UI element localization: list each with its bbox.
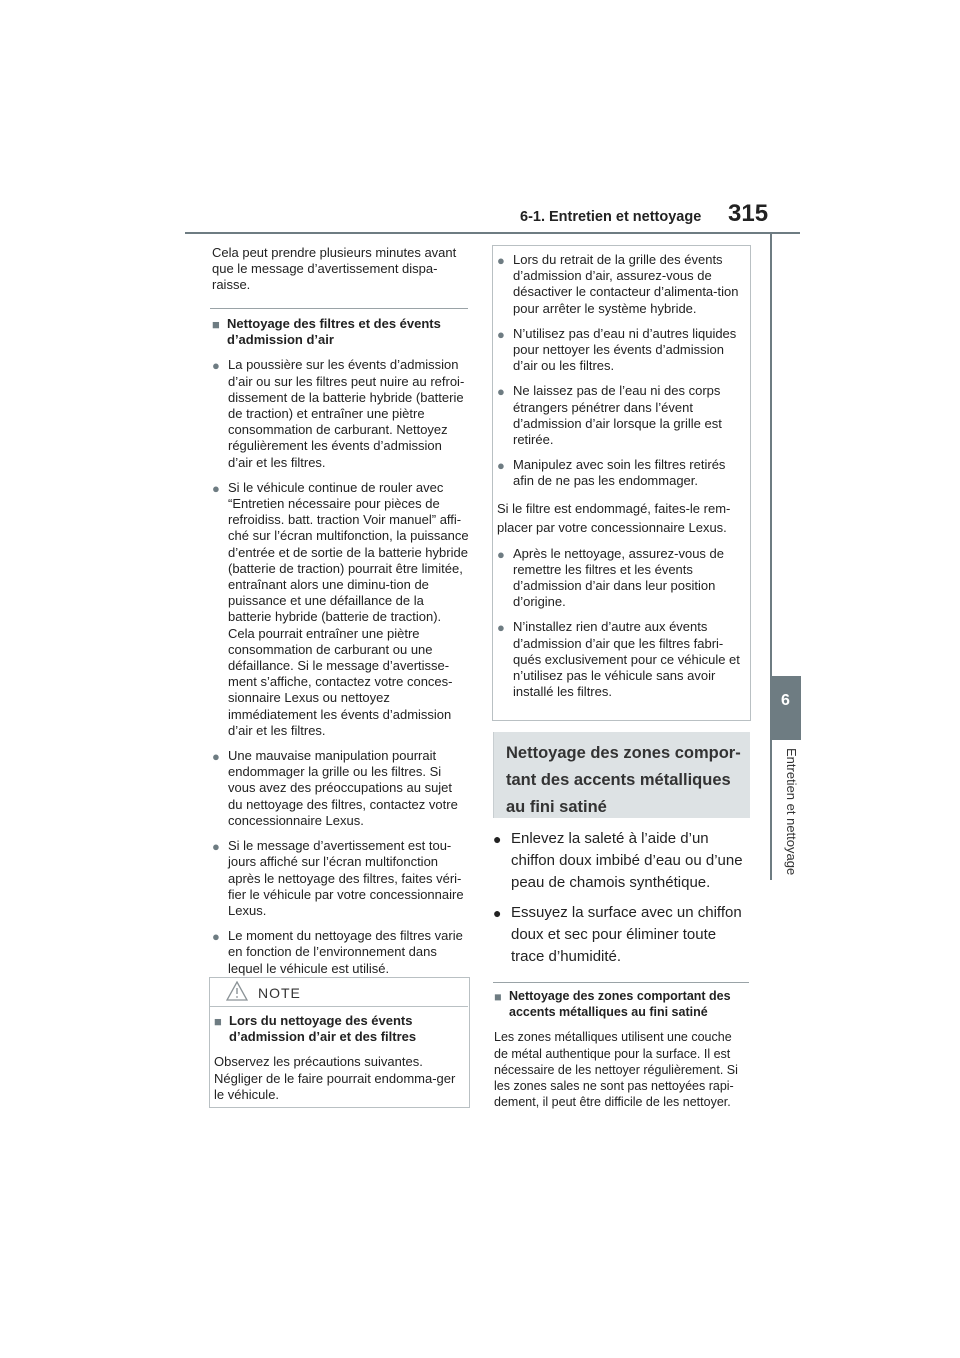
note-continuation (497, 252, 745, 709)
list-item: ● La poussière sur les évents d’admission d’air ou sur les filtres peut nuire au refroi-dissement de la batterie hybride (batterie de traction) et entraîner une piètre consommation de carburant. Nettoyez régulièrement les évents d’admission d’air et les filtres. (212, 357, 465, 470)
note-text: Observez les précautions suivantes. Négliger de le faire pourrait endomma-ger le véhicule. (214, 1054, 456, 1102)
square-bullet-icon: ■ (212, 317, 220, 332)
side-rule-bottom (770, 740, 772, 880)
sub-section (494, 988, 748, 1110)
section-title-box (493, 732, 750, 818)
section-heading: ■ Nettoyage des filtres et des évents d’admission d’air (212, 316, 441, 348)
steps-list (493, 828, 751, 976)
side-rule-top (770, 234, 772, 676)
bullet-icon: ● (497, 384, 505, 400)
bullet-icon: ● (497, 253, 505, 268)
square-bullet-icon: ■ (494, 990, 502, 1004)
list-item: ● Une mauvaise manipulation pourrait endommager la grille ou les filtres. Si vous avez des préoccupations au sujet du nettoyage des filtres, contactez votre concessionnaire Lexus. (212, 748, 458, 828)
list-item: ● Manipulez avec soin les filtres retirés afin de ne pas les endommager. (497, 457, 726, 489)
chapter-number: 6 (781, 692, 790, 709)
plain-text: Si le filtre est endommagé, faites-le rem-placer par votre concessionnaire Lexus. (497, 500, 731, 535)
bullet-icon: ● (212, 358, 220, 374)
warning-icon (226, 981, 248, 1006)
step-item: ● Enlevez la saleté à l’aide d’un chiffon doux imbibé d’eau ou d’une peau de chamois synthétique. (493, 830, 743, 891)
list-item: ● N’utilisez pas d’eau ni d’autres liquides pour nettoyer les évents d’admission d’air ou les filtres. (497, 325, 737, 374)
divider (493, 982, 749, 983)
divider (210, 308, 468, 309)
chapter-label: Entretien et nettoyage (784, 748, 799, 876)
list-item: ● Ne laissez pas de l’eau ni des corps étrangers pénétrer dans l’évent d’admission d’air lorsque la grille est retirée. (497, 383, 722, 448)
intro-text: Cela peut prendre plusieurs minutes avant que le message d’avertissement dispa-raisse. (212, 245, 457, 293)
square-bullet-icon: ■ (214, 1014, 222, 1029)
bullet-icon: ● (493, 831, 502, 847)
list-item: ● Lors du retrait de la grille des évents d’admission d’air, assurez-vous de désactiver le contacteur d’alimenta-tion pour arrêter le système hybride. (497, 252, 739, 316)
left-section (212, 316, 470, 986)
list-item: ● Le moment du nettoyage des filtres varie en fonction de l’environnement dans lequel le véhicule est utilisé. (212, 928, 463, 976)
bullet-icon: ● (497, 546, 505, 562)
note-divider (210, 1006, 468, 1007)
bullet-icon: ● (497, 620, 505, 636)
bullet-icon: ● (212, 839, 220, 855)
section-title: 6-1. Entretien et nettoyage (520, 209, 702, 225)
sub-heading: ■ Nettoyage des zones comportant des accents métalliques au fini satiné (494, 989, 731, 1020)
list-item: ● N’installez rien d’autre aux évents d’admission d’air que les filtres fabri-qués exclusivement pour ce véhicule et n’utilisez pas le véhicule sans avoir installé les filtres. (497, 619, 740, 700)
bullet-icon: ● (212, 929, 220, 945)
step-item: ● Essuyez la surface avec un chiffon doux et sec pour éliminer toute trace d’humidité. (493, 904, 742, 965)
list-item: ● Si le véhicule continue de rouler avec “Entretien nécessaire pour pièces de refroidiss. batt. traction Voir manuel” affi-ché sur l’écran multifonction, la puissance d’entrée et de sortie de la batterie hybride (batterie de traction) pourrait être limitée, entraînant alors une diminu-tion de puissance et une défaillance de la batterie hybride (batterie de traction). Cela pourrait entraîner une piètre consommation de carburant ou une défaillance. Si le message d’avertisse-ment s’affiche, contactez votre conces-sionnaire Lexus ou nettoyez immédiatement les évents d’admission d’air et les filtres. (212, 479, 469, 738)
note-title: NOTE (258, 985, 301, 1001)
header-rule (185, 232, 800, 234)
note-heading: ■ Lors du nettoyage des évents d’admission d’air et des filtres (214, 1013, 417, 1045)
sub-text: Les zones métalliques utilisent une couche de métal authentique pour la surface. Il est nécessaire de les nettoyer régulièrement. Si les zones sales ne sont pas nettoyées rapi-dement, il peut être difficile de les nettoyer. (494, 1030, 738, 1110)
bullet-icon: ● (212, 749, 220, 765)
list-item: ● Si le message d’avertissement est tou-jours affiché sur l’écran multifonction après le nettoyage des filtres, faites véri-fier le véhicule par votre concessionnaire Lexus. (212, 838, 464, 918)
page-number: 315 (728, 200, 769, 227)
bullet-icon: ● (497, 458, 505, 474)
note-content (214, 1013, 464, 1103)
section-title-text: Nettoyage des zones compor-tant des accents métalliques au fini satiné (506, 744, 741, 816)
list-item: ● Après le nettoyage, assurez-vous de remettre les filtres et les évents d’admission d’air dans leur position d’origine. (497, 545, 725, 610)
bullet-icon: ● (212, 480, 220, 496)
bullet-icon: ● (497, 326, 505, 342)
bullet-icon: ● (493, 905, 502, 921)
